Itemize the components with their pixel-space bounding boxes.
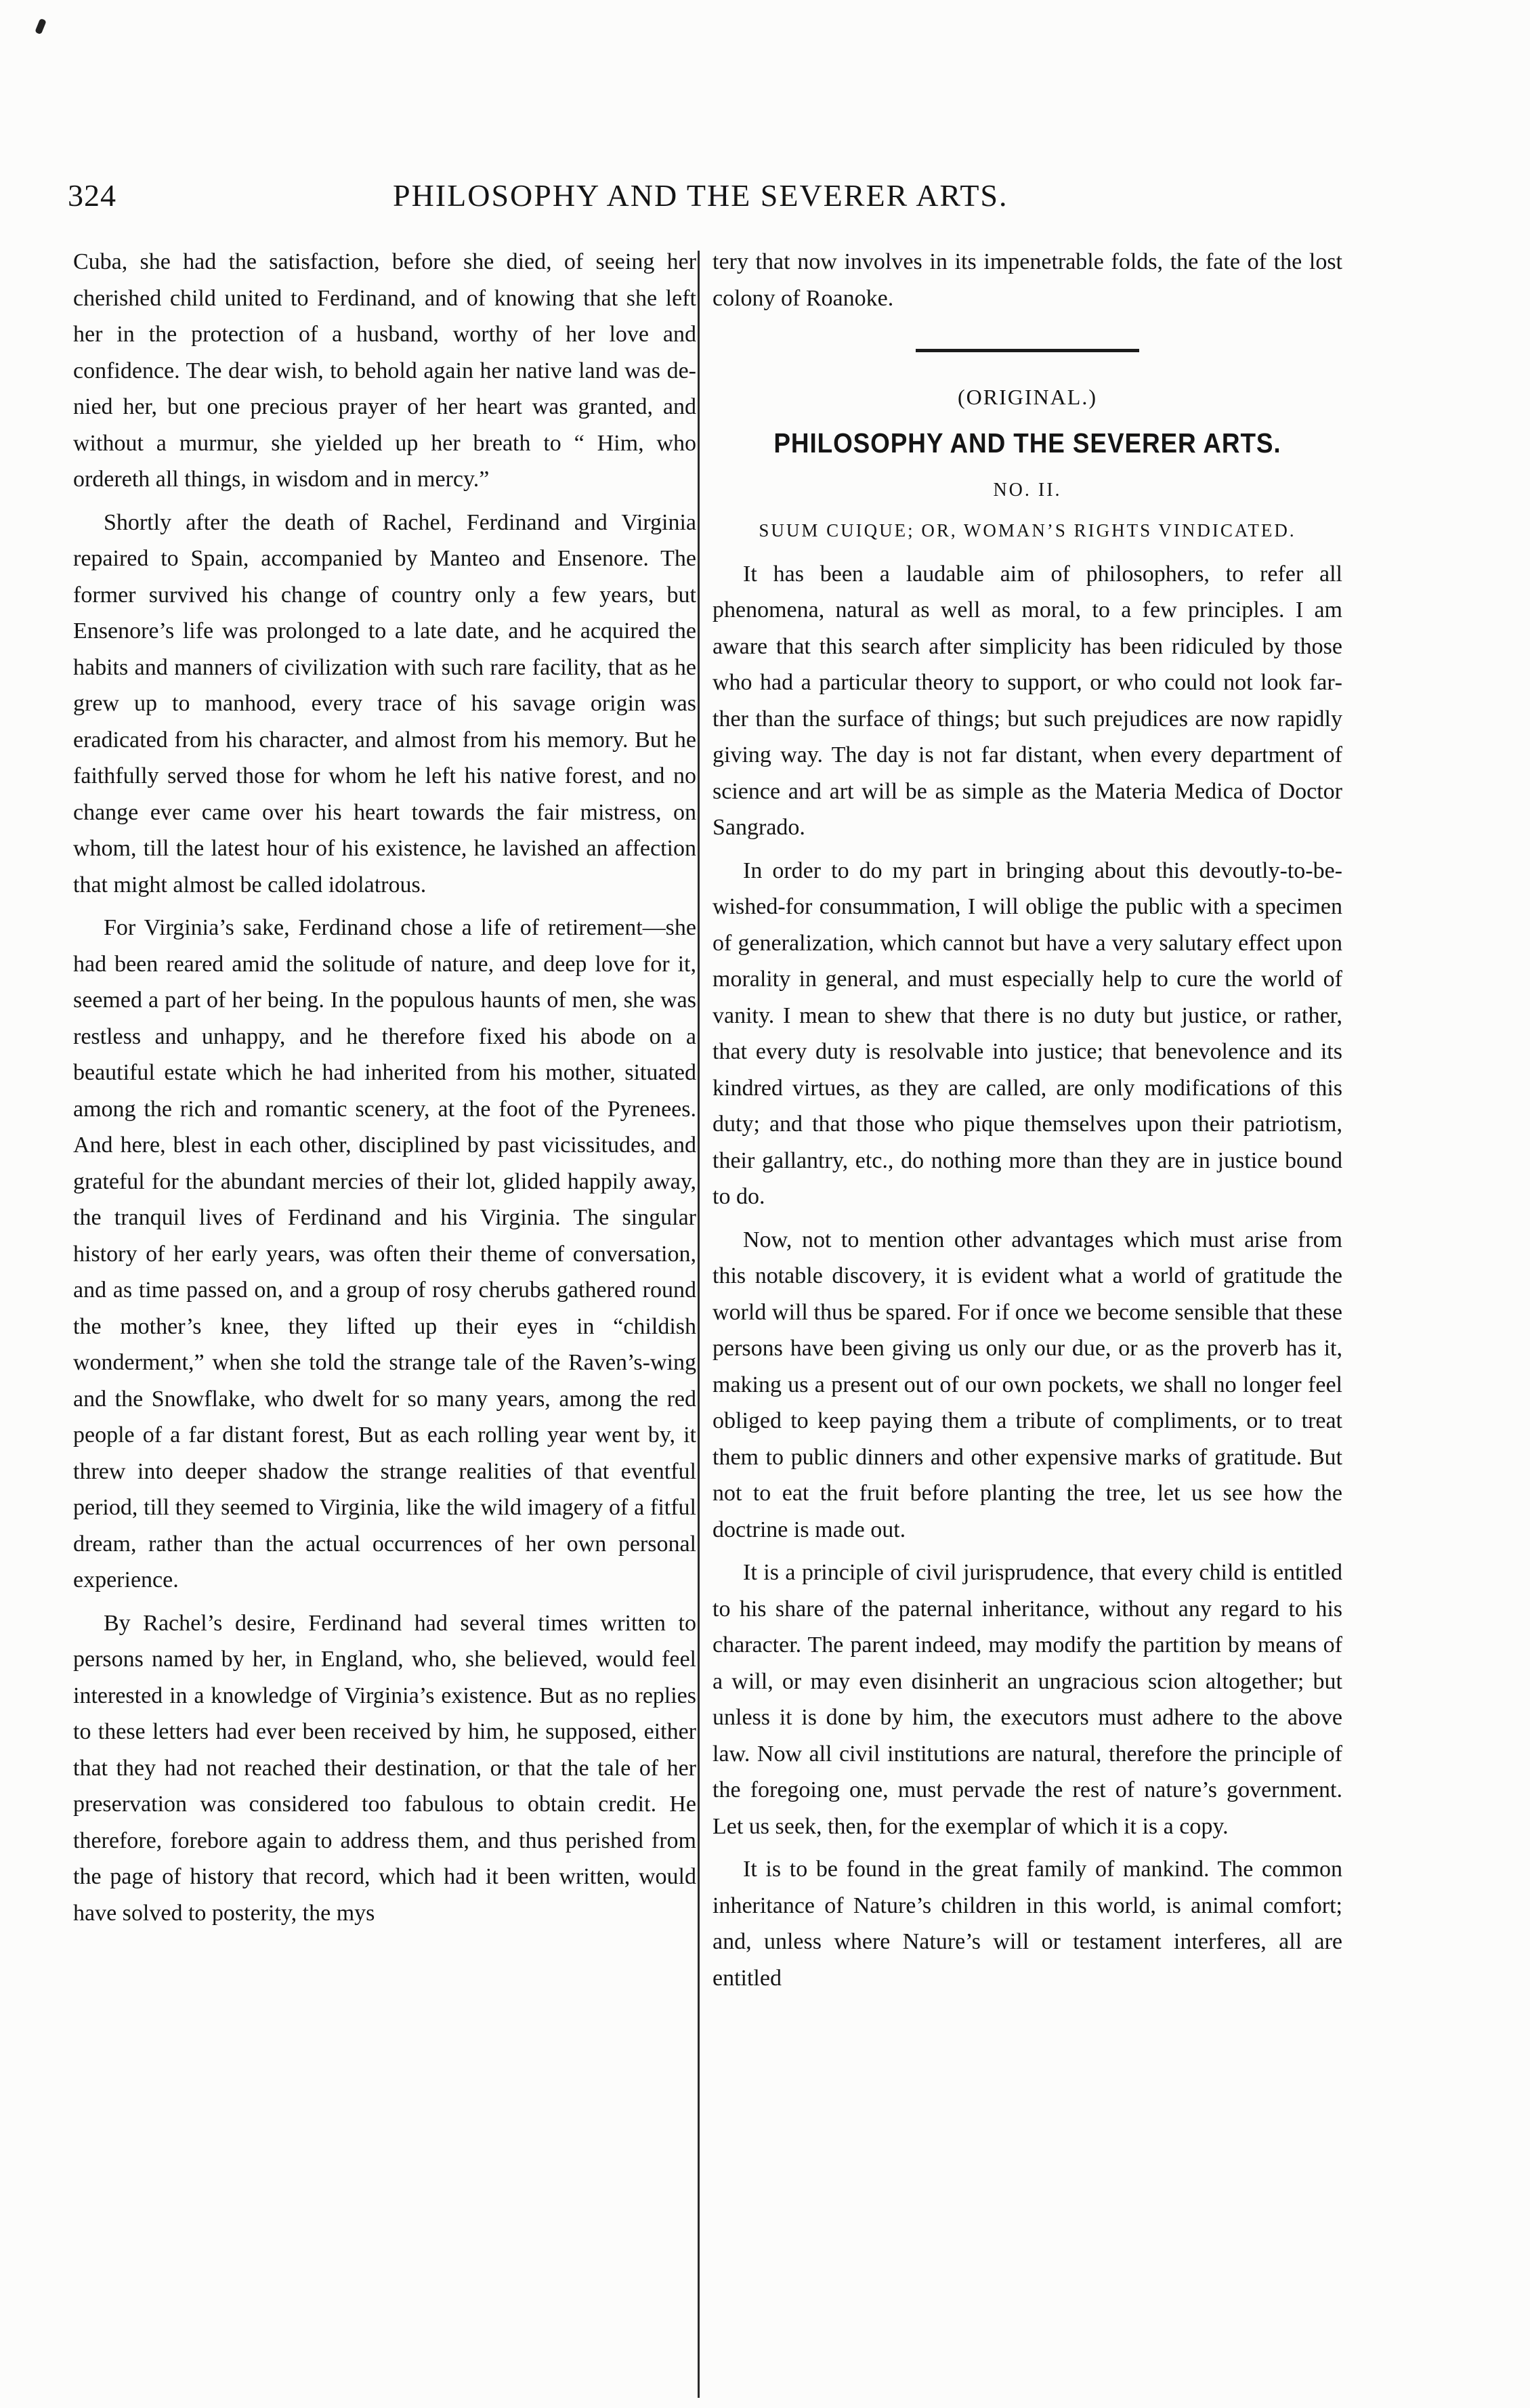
- running-title: PHILOSOPHY AND THE SEVERER ARTS.: [393, 178, 1008, 213]
- ink-mark: [35, 18, 47, 35]
- article-body: [713, 556, 1342, 1997]
- paragraph: Cuba, she had the satisfaction, before she died, of seeing her cherished child united to Ferdinand, and of knowing that she left her in the protection of a husband, worthy of her love and confidence. The dear wish, to behold again her native land was denied her, but one precious prayer of her heart was granted, and without a murmur, she yielded up her breath to “ Him, who ordereth all things, in wisdom and in mercy.”: [73, 249, 696, 492]
- paragraph: It is a principle of civil jurisprudence, that every child is entitled to his share of the paternal inheritance, without any regard to his character. The parent indeed, may modify the partition by means of a will, or may even disinherit an ungracious scion altogether; but unless it is done by him, the executors must adhere to the above law. Now all civil institutions are natural, therefore the principle of the foregoing one, must pervade the rest of nature’s government. Let us seek, then, for the exemplar of which it is a copy.: [713, 1560, 1342, 1839]
- paragraph: It is to be found in the great family of mankind. The common inheritance of Nature’s children in this world, is animal comfort; and, unless where Nature’s will or testament interferes, all are entitled: [713, 1857, 1342, 1991]
- continuation-paragraph: tery that now involves in its impenetrable folds, the fate of the lost colony of Roanoke.: [713, 249, 1342, 311]
- paragraph: By Rachel’s desire, Ferdinand had several times written to persons named by her, in England, who, she believed, would feel interested in a knowledge of Virginia’s existence. But as no replies to these letters had ever been received by him, he supposed, either that they had not reached their destination, or that the tale of her preservation was considered too fabulous to obtain credit. He therefore, forebore again to address them, and thus perished from the page of history that record, which had it been written, would have solved to posterity, the mys: [73, 1610, 696, 1926]
- article-title: PHILOSOPHY AND THE SEVERER ARTS.: [773, 427, 1281, 459]
- article-number: NO. II.: [993, 480, 1062, 501]
- right-column: [713, 244, 1342, 1996]
- left-column: [73, 244, 696, 1931]
- article-separator: [916, 349, 1139, 352]
- paragraph: Shortly after the death of Rachel, Ferdinand and Virginia repaired to Spain, accompanied by Manteo and Ensenore. The former survived his change of country only a few years, but Ensenore’s life was prolonged to a late date, and he acquired the habits and manners of civilization with such rare facility, that as he grew up to manhood, every trace of his savage origin was eradicated from his character, and almost from his memory. But he faithfully served those for whom he left his native forest, and no change ever came over his heart towards the fair mistress, on whom, till the latest hour of his existence, he lavished an affection that might almost be called idolatrous.: [73, 509, 696, 897]
- paragraph: It has been a laudable aim of philosophers, to refer all phenomena, natural as well as moral, to a few principles. I am aware that this search after simplicity has been ridiculed by those who had a particular theory to support, or who could not look farther than the surface of things; but such prejudices are now rapidly giving way. The day is not far distant, when every department of science and art will be as simple as the Materia Medica of Doctor Sangrado.: [713, 561, 1342, 840]
- running-head: [68, 177, 1355, 225]
- article-subtitle: SUUM CUIQUE; OR, WOMAN’S RIGHTS VINDICATED.: [759, 520, 1296, 541]
- original-label: (ORIGINAL.): [958, 385, 1097, 409]
- column-divider: [698, 251, 700, 2398]
- paragraph: Now, not to mention other advantages which must arise from this notable discovery, it is evident what a world of gratitude the world will thus be spared. For if once we become sensible that these persons have been giving us only our due, or as the proverb has it, making us a present out of our own pockets, we shall no longer feel obliged to keep paying them a tribute of compliments, or to treat them to public dinners and other expensive marks of gratitude. But not to eat the fruit before planting the tree, let us see how the doctrine is made out.: [713, 1227, 1342, 1542]
- paragraph: For Virginia’s sake, Ferdinand chose a life of retirement—she had been reared amid the solitude of nature, and deep love for it, seemed a part of her being. In the populous haunts of men, she was restless and unhappy, and he therefore fixed his abode on a beautiful estate which he had inherited from his mother, situated among the rich and romantic scenery, at the foot of the Pyrenees. And here, blest in each other, disciplined by past vicissitudes, and grateful for the abundant mercies of their lot, glided happily away, the tranquil lives of Ferdinand and his Virginia. The singular history of her early years, was often their theme of conversation, and as time passed on, and a group of rosy cherubs gathered round the mother’s knee, they lifted up their eyes in “childish wonderment,” when she told the strange tale of the Raven’s-wing and the Snowflake, who dwelt for so many years, among the red people of a far distant forest, But as each rolling year went by, it threw into deeper shadow the strange realities of that eventful period, till they seemed to Virginia, like the wild imagery of a fitful dream, rather than the actual occurrences of her own personal experience.: [73, 915, 696, 1592]
- page-number: 324: [68, 178, 116, 213]
- paragraph: In order to do my part in bringing about this devoutly-to-be-wished-for consummation, I will oblige the public with a specimen of generalization, which cannot but have a very salutary effect upon morality in general, and must especially help to cure the world of vanity. I mean to shew that there is no duty but justice, or rather, that every duty is resolvable into justice; that benevolence and its kindred virtues, as they are called, are only modifications of this duty; and that those who pique themselves upon their patriotism, their gallantry, etc., do nothing more than they are in justice bound to do.: [713, 858, 1342, 1209]
